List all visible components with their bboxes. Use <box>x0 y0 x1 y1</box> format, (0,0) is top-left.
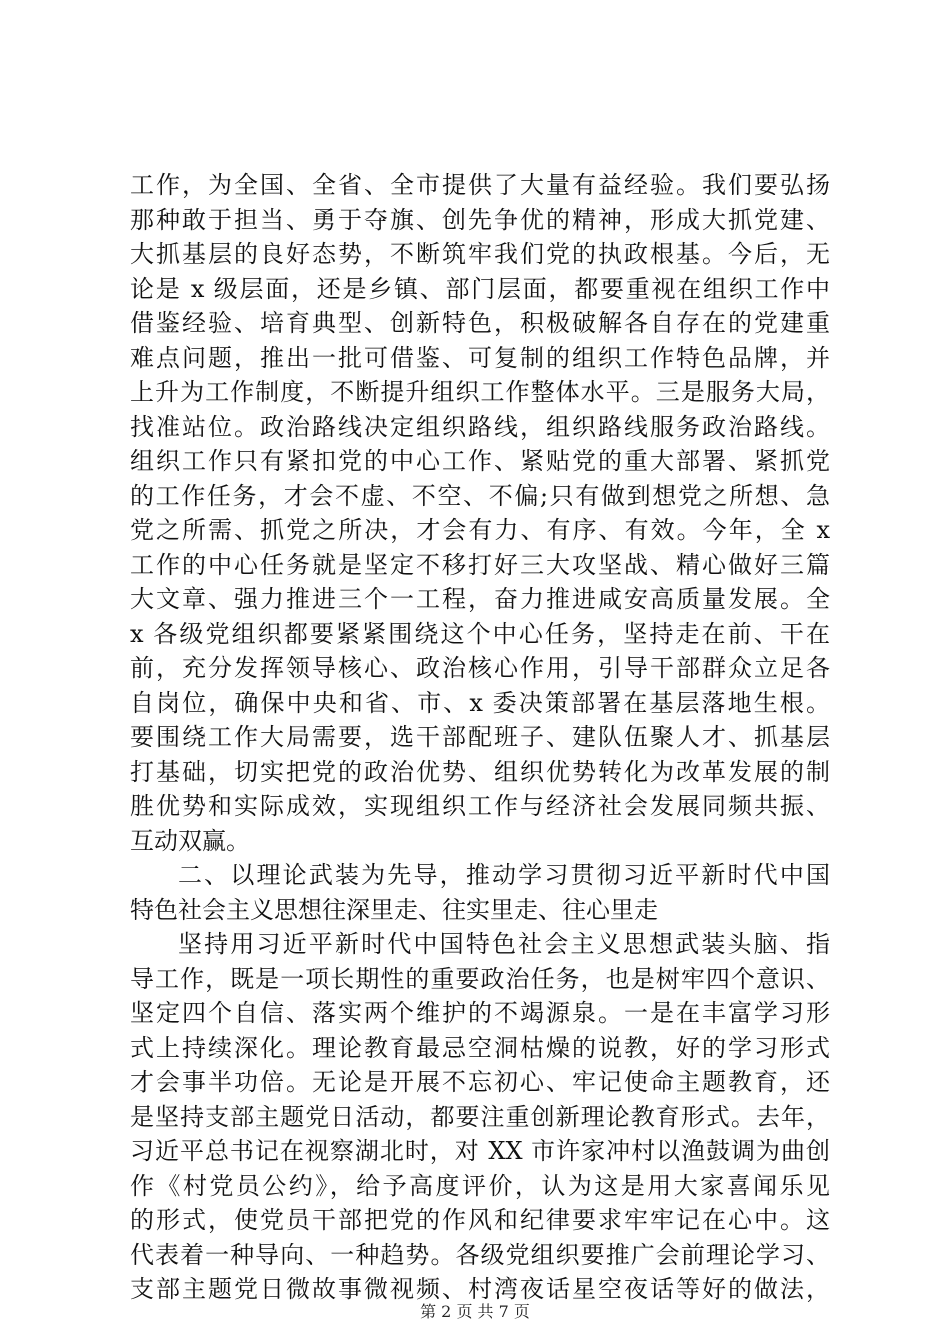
text-line: 工作的中心任务就是坚定不移打好三大攻坚战、精心做好三篇 <box>130 550 830 579</box>
page-number-footer: 第 2 页 共 7 页 <box>420 1302 530 1321</box>
text-line: 找准站位。政治路线决定组织路线，组织路线服务政治路线。 <box>130 412 830 441</box>
section-heading-last-line: 特色社会主义思想往深里走、往实里走、往心里走 <box>130 895 658 924</box>
text-line: 支部主题党日微故事微视频、村湾夜话星空夜话等好的做法， <box>130 1275 830 1303</box>
text-line: 坚定四个自信、落实两个维护的不竭源泉。一是在丰富学习形 <box>130 999 830 1027</box>
text-line: 习近平总书记在视察湖北时，对 XX 市许家冲村以渔鼓调为曲创 <box>130 1137 830 1165</box>
text-line: 大抓基层的良好态势，不断筑牢我们党的执政根基。今后，无 <box>130 240 830 268</box>
text-line: 上升为工作制度，不断提升组织工作整体水平。三是服务大局， <box>130 378 830 406</box>
paragraph-first-line: 坚持用习近平新时代中国特色社会主义思想武装头脑、指 <box>178 930 830 958</box>
text-line: 才会事半功倍。无论是开展不忘初心、牢记使命主题教育，还 <box>130 1068 830 1096</box>
text-line: 是坚持支部主题党日活动，都要注重创新理论教育形式。去年， <box>130 1102 830 1131</box>
text-line: 的形式，使党员干部把党的作风和纪律要求牢牢记在心中。这 <box>130 1206 830 1234</box>
text-line: 打基础，切实把党的政治优势、组织优势转化为改革发展的制 <box>130 757 830 786</box>
text-line: 导工作，既是一项长期性的重要政治任务，也是树牢四个意识、 <box>130 964 830 993</box>
text-line: 大文章、强力推进三个一工程，奋力推进咸安高质量发展。全 <box>130 585 830 613</box>
text-line: 论是 x 级层面，还是乡镇、部门层面，都要重视在组织工作中 <box>130 274 830 303</box>
text-line: x 各级党组织都要紧紧围绕这个中心任务，坚持走在前、干在 <box>130 619 830 648</box>
document-body <box>130 168 830 1307</box>
text-line: 党之所需、抓党之所决，才会有力、有序、有效。今年，全 x <box>130 516 830 544</box>
text-line: 的工作任务，才会不虚、不空、不偏;只有做到想党之所想、急 <box>130 481 830 510</box>
text-line: 自岗位，确保中央和省、市、x 委决策部署在基层落地生根。 <box>130 688 830 717</box>
section-heading-line: 二、以理论武装为先导，推动学习贯彻习近平新时代中国 <box>178 861 830 889</box>
text-line: 借鉴经验、培育典型、创新特色，积极破解各自存在的党建重 <box>130 309 830 337</box>
text-line: 工作，为全国、全省、全市提供了大量有益经验。我们要弘扬 <box>130 171 830 199</box>
text-line: 难点问题，推出一批可借鉴、可复制的组织工作特色品牌，并 <box>130 343 830 372</box>
text-line: 作《村党员公约》，给予高度评价，认为这是用大家喜闻乐见 <box>130 1171 830 1200</box>
text-line: 组织工作只有紧扣党的中心工作、紧贴党的重大部署、紧抓党 <box>130 447 830 475</box>
text-line: 胜优势和实际成效，实现组织工作与经济社会发展同频共振、 <box>130 792 830 820</box>
text-line: 式上持续深化。理论教育最忌空洞枯燥的说教，好的学习形式 <box>130 1033 830 1062</box>
text-line: 那种敢于担当、勇于夺旗、创先争优的精神，形成大抓党建、 <box>130 205 830 234</box>
text-line: 代表着一种导向、一种趋势。各级党组织要推广会前理论学习、 <box>130 1240 830 1269</box>
text-line: 要围绕工作大局需要，选干部配班子、建队伍聚人才、抓基层 <box>130 723 830 751</box>
paragraph-last-line: 互动双赢。 <box>130 826 250 855</box>
text-line: 前，充分发挥领导核心、政治核心作用，引导干部群众立足各 <box>130 654 830 682</box>
